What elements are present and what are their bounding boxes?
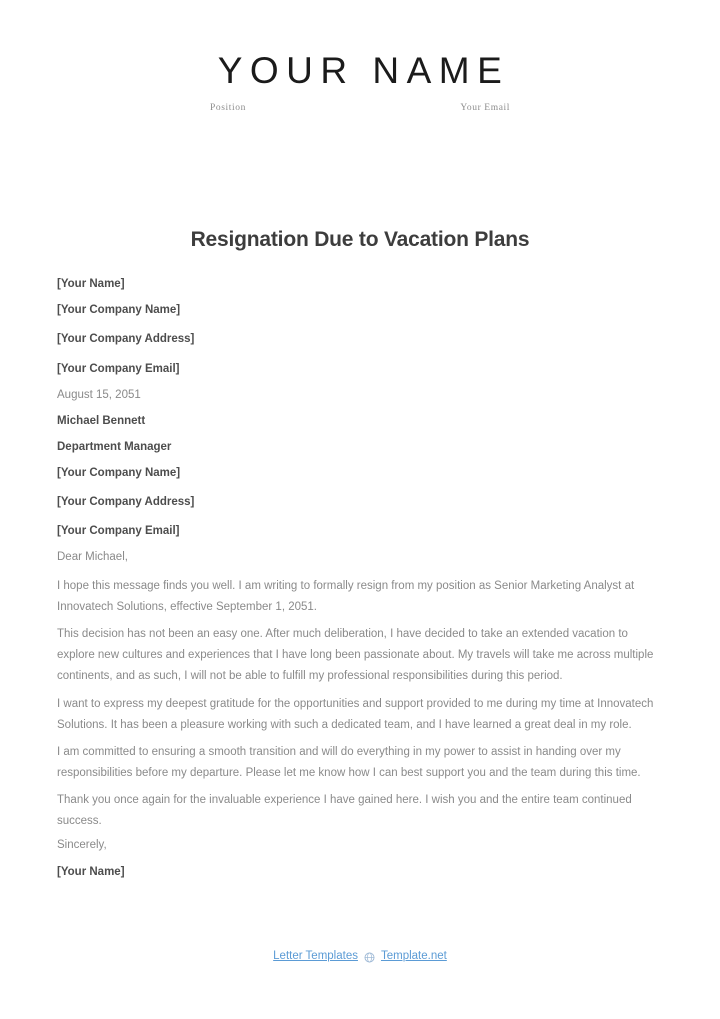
page-title: Resignation Due to Vacation Plans: [190, 227, 530, 251]
recipient-title: Department Manager: [57, 440, 172, 453]
letter-paragraph: I am committed to ensuring a smooth transition and will do everything in my power to assist in handing over my responsibilities before my departure. Please let me know how I can best support you and the team during this time.: [57, 745, 641, 779]
globe-icon: [364, 952, 375, 963]
closing-line: Sincerely,: [57, 838, 107, 851]
letterhead-name: YOUR NAME: [217, 50, 510, 91]
letterhead-position: Position: [210, 102, 246, 113]
recipient-name: Michael Bennett: [57, 414, 146, 427]
sender-company-name: [Your Company Name]: [57, 303, 181, 316]
letter-paragraph: I want to express my deepest gratitude for the opportunities and support provided to me during my time at Innovatech Solutions. It has been a pleasure working with such a dedicated team, and I have learned a great deal in my role.: [57, 697, 654, 731]
sender-company-address: [Your Company Address]: [57, 333, 195, 346]
letter-paragraph: I hope this message finds you well. I am writing to formally resign from my position as Senior Marketing Analyst at Innovatech Solutions, effective September 1, 2051.: [57, 580, 635, 614]
letter-paragraph: Thank you once again for the invaluable experience I have gained here. I wish you and the entire team continued success.: [57, 793, 632, 827]
sender-name: [Your Name]: [57, 278, 125, 291]
letter-body: [0, 227, 720, 880]
footer: [0, 950, 720, 962]
sender-block: [57, 277, 663, 377]
recipient-company-email: [Your Company Email]: [57, 525, 180, 538]
footer-link-letter-templates[interactable]: Letter Templates: [273, 950, 358, 962]
recipient-block: [57, 414, 663, 540]
letterhead: [0, 0, 720, 113]
letter-date: August 15, 2051: [57, 388, 141, 401]
letter-paragraph: This decision has not been an easy one. After much deliberation, I have decided to take an extended vacation to explore new cultures and experiences that I have long been passionate about. My travels will take me across multiple continents, and as such, I will not be able to fulfill my professional responsibilities during this period.: [57, 628, 654, 683]
sender-company-email: [Your Company Email]: [57, 362, 180, 375]
footer-link-template-net[interactable]: Template.net: [380, 950, 447, 962]
recipient-company-name: [Your Company Name]: [57, 466, 181, 479]
recipient-company-address: [Your Company Address]: [57, 496, 195, 509]
letterhead-subline: [210, 103, 510, 113]
letterhead-email: Your Email: [460, 102, 510, 113]
signature-name: [Your Name]: [57, 865, 125, 878]
salutation: Dear Michael,: [57, 551, 128, 564]
